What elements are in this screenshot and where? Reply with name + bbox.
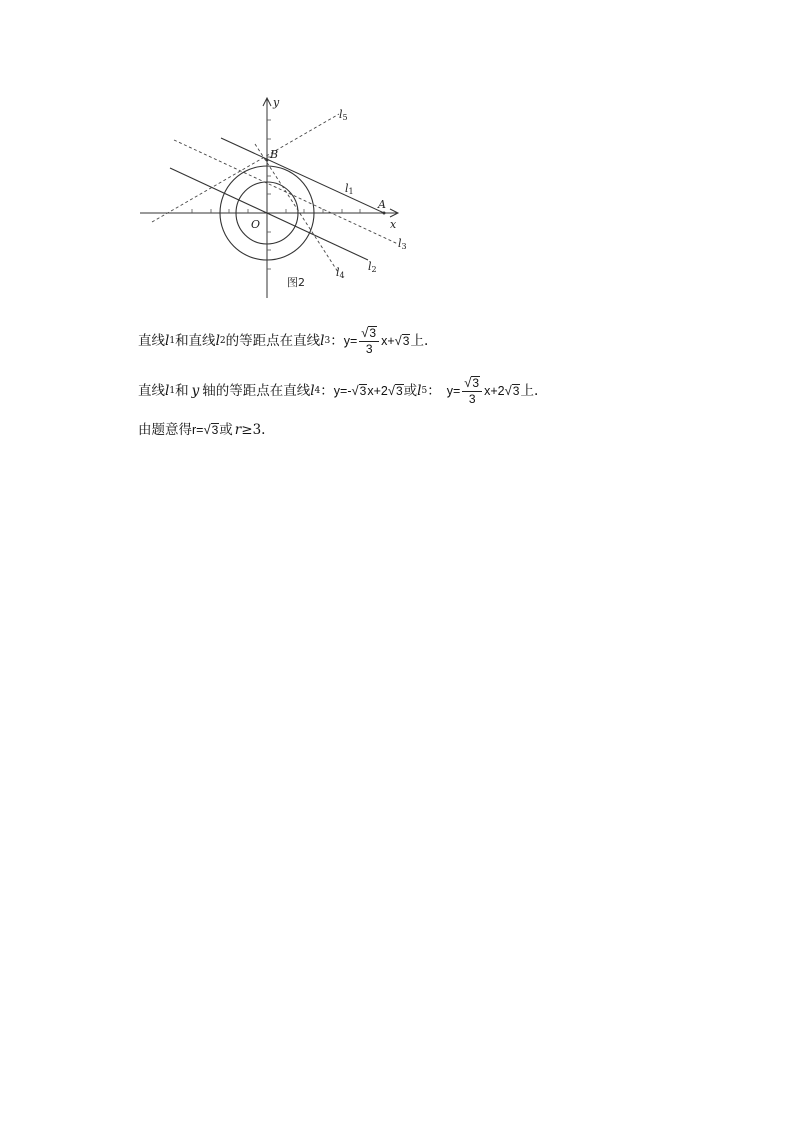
subscript: 2 <box>219 336 226 346</box>
sqrt-expression: √ 3 <box>203 422 219 437</box>
equation-part: x+2 <box>367 384 388 398</box>
figure-caption: 图2 <box>287 276 305 289</box>
var-l: l <box>165 383 170 399</box>
label-l5: l5 <box>339 108 348 122</box>
var-l: l <box>417 383 422 399</box>
equation-part: y= <box>446 384 461 398</box>
equation-part: r= <box>192 423 204 437</box>
var-y: y <box>191 383 200 399</box>
text-segment: 和直线 <box>175 333 216 349</box>
label-point-b: B <box>270 148 279 161</box>
fraction: √ 3 3 <box>462 376 482 406</box>
text-segment: 和 <box>175 383 189 399</box>
var-r: r <box>234 422 242 438</box>
text-segment: 直线 <box>138 333 165 349</box>
label-l3: l3 <box>398 237 407 251</box>
text-segment: 或 <box>219 422 233 438</box>
sqrt-expression: √ 3 <box>351 383 367 398</box>
equation-part: y= <box>343 334 358 348</box>
equation-part: x+ <box>381 334 395 348</box>
label-x-axis: x <box>390 218 397 231</box>
label-l4: l4 <box>336 266 345 280</box>
paragraph-l1-yaxis-equidistant <box>138 376 538 406</box>
text-segment: ： <box>330 333 344 349</box>
line-l1 <box>221 138 384 213</box>
paragraph-l1-l2-equidistant <box>138 326 428 356</box>
equation-part: y=- <box>333 384 352 398</box>
sqrt-expression: √ 3 <box>504 383 520 398</box>
text-segment: 轴的等距点在直线 <box>202 383 311 399</box>
fraction: √ 3 3 <box>359 326 379 356</box>
subscript: 1 <box>169 386 176 396</box>
subscript: 5 <box>421 386 428 396</box>
point-a <box>383 212 386 215</box>
var-l: l <box>320 333 325 349</box>
sqrt-expression: √ 3 <box>394 333 410 348</box>
text-segment: 或 <box>403 383 418 399</box>
subscript: 4 <box>314 386 321 396</box>
text-segment: 上. <box>520 383 539 399</box>
var-l: l <box>215 333 220 349</box>
label-y-axis: y <box>273 96 280 109</box>
figure-coordinate-diagram <box>136 92 416 304</box>
label-point-a: A <box>378 198 386 211</box>
var-l: l <box>165 333 170 349</box>
sqrt-expression: √ 3 <box>387 383 403 398</box>
text-segment: ≥3. <box>241 422 266 438</box>
text-segment: ： <box>320 383 334 399</box>
text-segment: 直线 <box>138 383 165 399</box>
subscript: 1 <box>169 336 176 346</box>
label-l1: l1 <box>345 182 354 196</box>
line-l5 <box>152 114 339 222</box>
diagram-svg <box>136 92 416 304</box>
axis-ticks <box>192 120 360 269</box>
text-segment: 的等距点在直线 <box>225 333 321 349</box>
paragraph-conclusion <box>138 420 265 440</box>
subscript: 3 <box>324 336 331 346</box>
label-origin: O <box>251 218 261 231</box>
point-b <box>266 159 269 162</box>
text-segment: 上. <box>410 333 429 349</box>
text-segment: 由题意得 <box>138 422 192 438</box>
var-l: l <box>310 383 315 399</box>
label-l2: l2 <box>368 260 377 274</box>
equation-part: x+2 <box>484 384 505 398</box>
text-segment: ： <box>427 383 441 399</box>
